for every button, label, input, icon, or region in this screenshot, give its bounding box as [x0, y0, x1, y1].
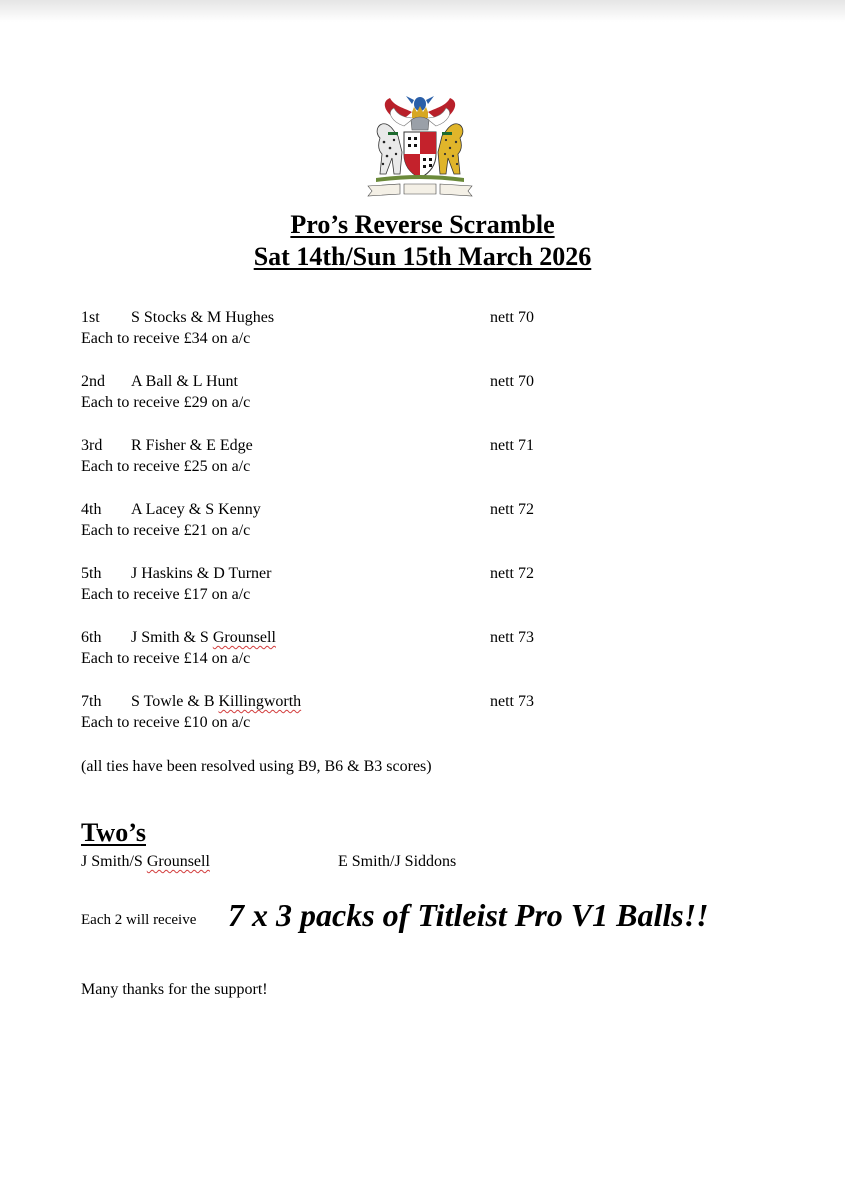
result-row-2nd	[81, 371, 681, 415]
twos-receive-label: Each 2 will receive	[81, 912, 197, 928]
result-prize: Each to receive £25 on a/c	[81, 458, 251, 475]
result-score: nett 70	[490, 309, 534, 326]
page-top-shadow	[0, 0, 845, 22]
result-place: 5th	[81, 565, 102, 582]
result-names	[131, 691, 301, 712]
result-score: nett 72	[490, 501, 534, 518]
result-score: nett 73	[490, 629, 534, 646]
result-prize: Each to receive £14 on a/c	[81, 650, 251, 667]
result-score: nett 72	[490, 565, 534, 582]
result-place: 1st	[81, 309, 100, 326]
result-place: 7th	[81, 693, 102, 710]
result-score: nett 73	[490, 693, 534, 710]
result-row-7th	[81, 691, 681, 735]
twos-pair-2: E Smith/J Siddons	[338, 853, 457, 870]
spellcheck-flagged-name: Grounsell	[146, 853, 210, 870]
ties-note: (all ties have been resolved using B9, B6 & B3 scores)	[81, 758, 432, 775]
club-crest-logo	[360, 92, 480, 200]
result-prize: Each to receive £10 on a/c	[81, 714, 251, 731]
thanks-note: Many thanks for the support!	[81, 981, 268, 998]
result-row-5th	[81, 563, 681, 607]
result-prize: Each to receive £34 on a/c	[81, 330, 251, 347]
result-place: 3rd	[81, 437, 103, 454]
result-names: J Haskins & D Turner	[131, 565, 272, 582]
result-row-6th	[81, 627, 681, 671]
spellcheck-flagged-name: Grounsell	[212, 629, 276, 646]
result-names-prefix: J Smith & S	[131, 629, 213, 646]
result-names-prefix: S Towle & B	[131, 693, 219, 710]
result-score: nett 70	[490, 373, 534, 390]
result-names	[131, 627, 276, 648]
result-prize: Each to receive £29 on a/c	[81, 394, 251, 411]
result-place: 4th	[81, 501, 102, 518]
twos-heading: Two’s	[81, 818, 146, 847]
result-row-3rd	[81, 435, 681, 479]
spellcheck-flagged-name: Killingworth	[218, 693, 302, 710]
result-row-4th	[81, 499, 681, 543]
result-place: 6th	[81, 629, 102, 646]
result-row-1st	[81, 307, 681, 351]
twos-prize: 7 x 3 packs of Titleist Pro V1 Balls!!	[228, 897, 709, 933]
result-names: R Fisher & E Edge	[131, 437, 253, 454]
result-names: A Ball & L Hunt	[131, 373, 238, 390]
twos-pair-1	[81, 851, 210, 872]
result-place: 2nd	[81, 373, 105, 390]
result-prize: Each to receive £17 on a/c	[81, 586, 251, 603]
event-dates: Sat 14th/Sun 15th March 2026	[253, 242, 592, 271]
result-prize: Each to receive £21 on a/c	[81, 522, 251, 539]
twos-pair-1-prefix: J Smith/S	[81, 853, 147, 870]
result-score: nett 71	[490, 437, 534, 454]
result-names: S Stocks & M Hughes	[131, 309, 275, 326]
page-title: Pro’s Reverse Scramble	[290, 210, 555, 239]
result-names: A Lacey & S Kenny	[131, 501, 261, 518]
